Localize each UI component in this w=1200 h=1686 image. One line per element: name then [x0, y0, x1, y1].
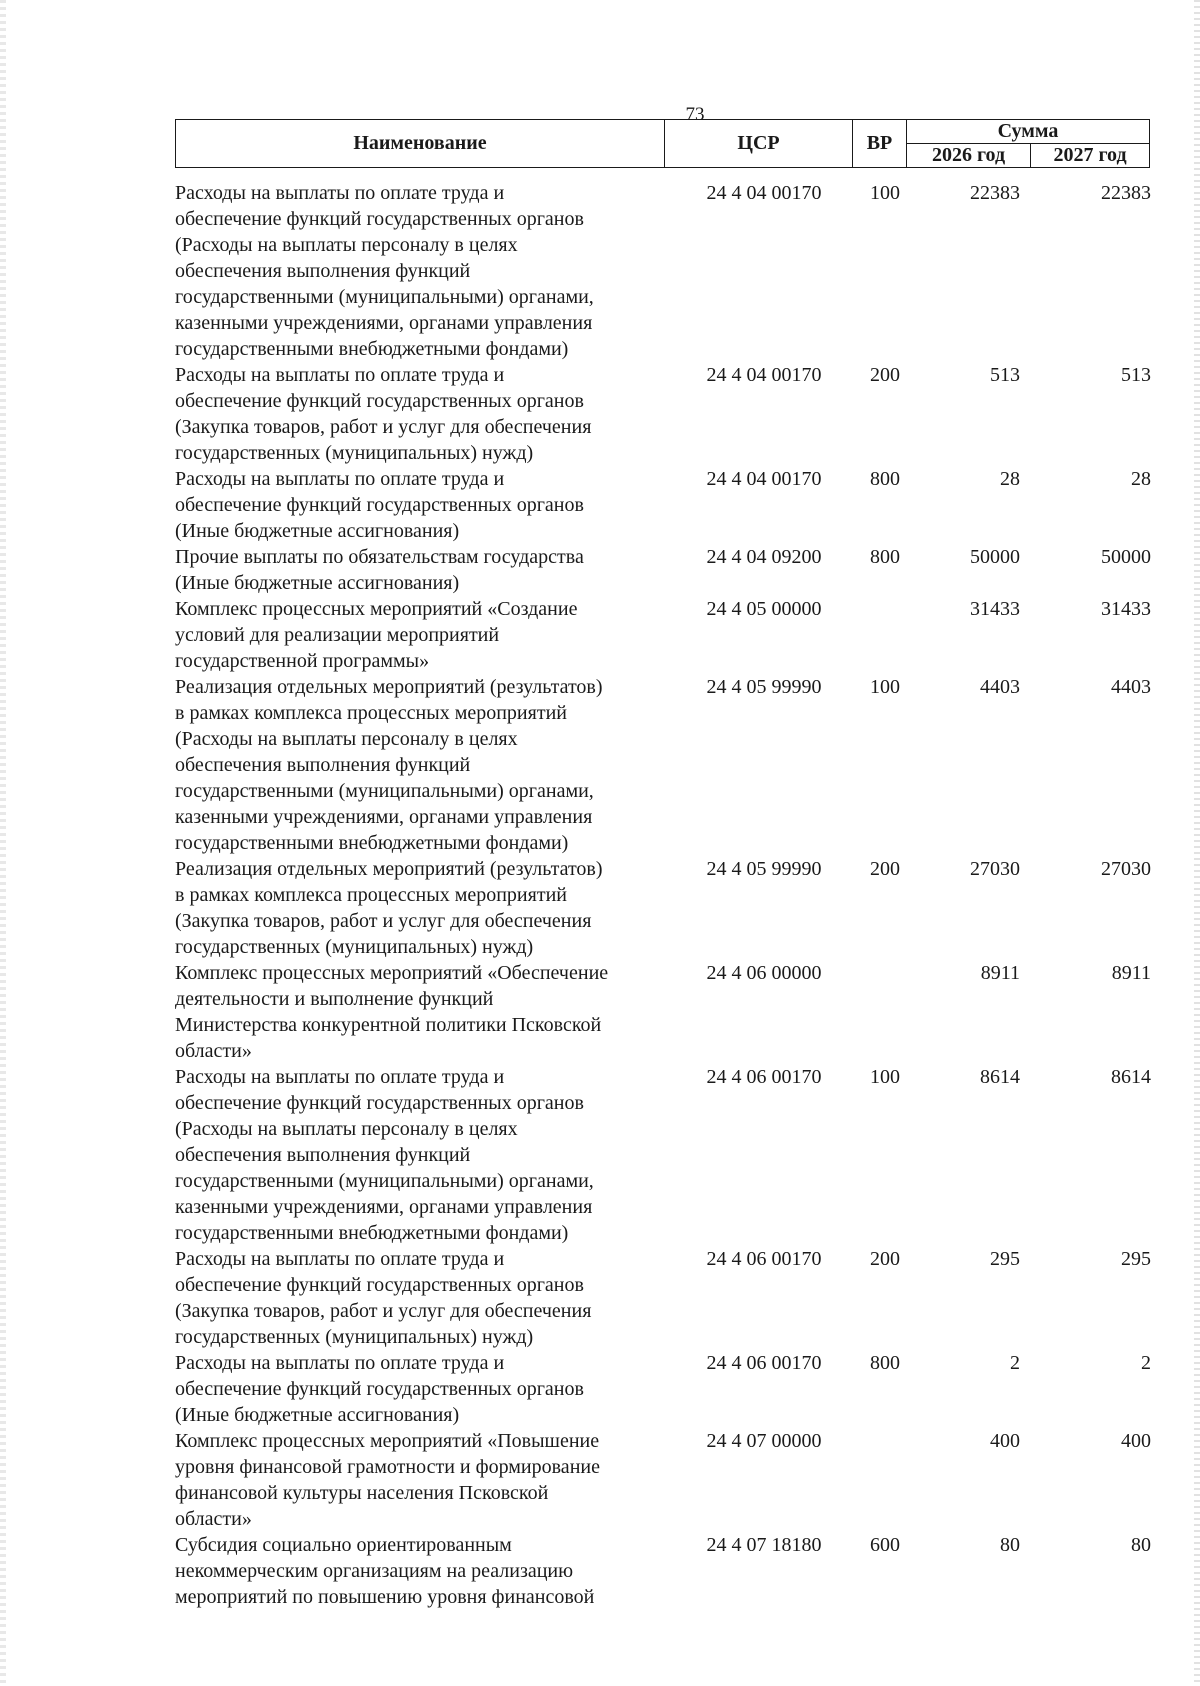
- row-csr: 24 4 06 00170: [706, 1066, 822, 1088]
- row-name-line: в рамках комплекса процессных мероприятий: [175, 702, 567, 724]
- row-csr: 24 4 06 00170: [706, 1248, 822, 1270]
- row-amount-2027: 8614: [1111, 1066, 1151, 1088]
- row-name-line: государственных (муниципальных) нужд): [175, 1326, 534, 1348]
- table-header: [175, 119, 1150, 168]
- row-name-line: государственными внебюджетными фондами): [175, 338, 569, 360]
- row-csr: 24 4 04 00170: [706, 364, 822, 386]
- row-csr: 24 4 05 99990: [706, 676, 822, 698]
- table-row: [175, 1350, 1155, 1428]
- row-name-line: деятельности и выполнение функций: [175, 988, 494, 1010]
- row-vr: 200: [870, 1248, 900, 1270]
- row-amount-2027: 8911: [1111, 962, 1151, 984]
- row-name-line: обеспечения выполнения функций: [175, 1144, 471, 1166]
- row-name-line: обеспечение функций государственных органов: [175, 494, 584, 516]
- row-vr: 600: [870, 1534, 900, 1556]
- row-vr: 800: [870, 468, 900, 490]
- row-name: [175, 596, 670, 674]
- row-name-line: (Закупка товаров, работ и услуг для обеспечения: [175, 416, 592, 438]
- row-name-line: (Иные бюджетные ассигнования): [175, 520, 460, 542]
- row-vr: 200: [870, 858, 900, 880]
- row-amount-2027: 28: [1131, 468, 1151, 490]
- row-name: [175, 1246, 670, 1350]
- row-name-line: Расходы на выплаты по оплате труда и: [175, 1352, 505, 1374]
- row-name-line: Реализация отдельных мероприятий (результатов): [175, 858, 603, 880]
- row-name-line: Реализация отдельных мероприятий (результатов): [175, 676, 603, 698]
- table-row: [175, 1246, 1155, 1350]
- row-csr: 24 4 05 99990: [706, 858, 822, 880]
- row-name-line: государственными (муниципальными) органами,: [175, 780, 594, 802]
- row-name-line: обеспечения выполнения функций: [175, 754, 471, 776]
- row-amount-2027: 22383: [1101, 182, 1151, 204]
- row-csr: 24 4 07 00000: [706, 1430, 822, 1452]
- row-name: [175, 674, 670, 856]
- row-name-line: Комплекс процессных мероприятий «Повышение: [175, 1430, 600, 1452]
- row-name: [175, 1428, 670, 1532]
- row-csr: 24 4 04 00170: [706, 468, 822, 490]
- scan-edge-left: [0, 0, 6, 1686]
- row-name-line: Расходы на выплаты по оплате труда и: [175, 468, 505, 490]
- row-amount-2026: 8911: [980, 962, 1020, 984]
- row-csr: 24 4 06 00170: [706, 1352, 822, 1374]
- row-name-line: казенными учреждениями, органами управления: [175, 312, 593, 334]
- table-row: [175, 362, 1155, 466]
- row-name: [175, 544, 670, 596]
- row-amount-2027: 31433: [1101, 598, 1151, 620]
- row-name: [175, 466, 670, 544]
- row-name-line: (Расходы на выплаты персоналу в целях: [175, 1118, 518, 1140]
- row-name-line: казенными учреждениями, органами управления: [175, 1196, 593, 1218]
- row-name: [175, 1350, 670, 1428]
- row-name-line: (Иные бюджетные ассигнования): [175, 1404, 460, 1426]
- row-name: [175, 856, 670, 960]
- row-name: [175, 960, 670, 1064]
- row-name-line: (Расходы на выплаты персоналу в целях: [175, 728, 518, 750]
- row-name: [175, 180, 670, 362]
- row-name: [175, 1064, 670, 1246]
- row-name-line: Расходы на выплаты по оплате труда и: [175, 1248, 505, 1270]
- header-vr: ВР: [853, 120, 907, 168]
- row-vr: 800: [870, 546, 900, 568]
- row-name-line: Расходы на выплаты по оплате труда и: [175, 182, 505, 204]
- table-row: [175, 674, 1155, 856]
- row-name-line: уровня финансовой грамотности и формирование: [175, 1456, 600, 1478]
- row-name-line: обеспечение функций государственных органов: [175, 1378, 584, 1400]
- row-amount-2026: 8614: [980, 1066, 1020, 1088]
- row-name-line: казенными учреждениями, органами управления: [175, 806, 593, 828]
- header-year-2027: 2027 год: [1031, 144, 1150, 168]
- row-amount-2026: 400: [990, 1430, 1020, 1452]
- row-name-line: государственными внебюджетными фондами): [175, 1222, 569, 1244]
- row-name-line: обеспечение функций государственных органов: [175, 208, 584, 230]
- header-sum: Сумма: [907, 120, 1150, 144]
- table-row: [175, 1428, 1155, 1532]
- row-amount-2026: 513: [990, 364, 1020, 386]
- table-row: [175, 180, 1155, 362]
- row-vr: 800: [870, 1352, 900, 1374]
- row-name: [175, 1532, 670, 1610]
- row-name-line: области»: [175, 1040, 252, 1062]
- row-amount-2027: 400: [1121, 1430, 1151, 1452]
- row-name-line: Субсидия социально ориентированным: [175, 1534, 512, 1556]
- row-vr: 100: [870, 676, 900, 698]
- table-row: [175, 1532, 1155, 1610]
- row-name-line: государственных (муниципальных) нужд): [175, 936, 534, 958]
- row-name-line: обеспечение функций государственных органов: [175, 390, 584, 412]
- row-amount-2026: 295: [990, 1248, 1020, 1270]
- row-amount-2027: 513: [1121, 364, 1151, 386]
- table-row: [175, 596, 1155, 674]
- row-amount-2026: 2: [1010, 1352, 1020, 1374]
- row-name-line: государственными (муниципальными) органами,: [175, 286, 594, 308]
- row-name-line: Министерства конкурентной политики Псковской: [175, 1014, 602, 1036]
- table-row: [175, 856, 1155, 960]
- header-csr: ЦСР: [665, 120, 853, 168]
- row-amount-2027: 80: [1131, 1534, 1151, 1556]
- row-name-line: (Закупка товаров, работ и услуг для обеспечения: [175, 1300, 592, 1322]
- row-amount-2026: 50000: [970, 546, 1020, 568]
- row-name-line: (Иные бюджетные ассигнования): [175, 572, 460, 594]
- row-csr: 24 4 07 18180: [706, 1534, 822, 1556]
- table-body: [175, 180, 1155, 1610]
- row-csr: 24 4 06 00000: [706, 962, 822, 984]
- row-name-line: Расходы на выплаты по оплате труда и: [175, 364, 505, 386]
- row-name-line: в рамках комплекса процессных мероприятий: [175, 884, 567, 906]
- row-name-line: некоммерческим организациям на реализацию: [175, 1560, 574, 1582]
- row-csr: 24 4 05 00000: [706, 598, 822, 620]
- row-amount-2026: 31433: [970, 598, 1020, 620]
- table-row: [175, 466, 1155, 544]
- row-name-line: области»: [175, 1508, 252, 1530]
- row-name-line: Расходы на выплаты по оплате труда и: [175, 1066, 505, 1088]
- row-name-line: обеспечение функций государственных органов: [175, 1092, 584, 1114]
- page-number: 73: [685, 104, 705, 125]
- row-amount-2026: 27030: [970, 858, 1020, 880]
- scan-edge-right: [1194, 0, 1200, 1686]
- row-name-line: Прочие выплаты по обязательствам государства: [175, 546, 584, 568]
- row-csr: 24 4 04 09200: [706, 546, 822, 568]
- row-name-line: (Расходы на выплаты персоналу в целях: [175, 234, 518, 256]
- row-name-line: мероприятий по повышению уровня финансовой: [175, 1586, 595, 1608]
- row-vr: 100: [870, 1066, 900, 1088]
- row-name-line: государственными внебюджетными фондами): [175, 832, 569, 854]
- row-name-line: Комплекс процессных мероприятий «Создание: [175, 598, 578, 620]
- row-name-line: Комплекс процессных мероприятий «Обеспечение: [175, 962, 609, 984]
- row-name-line: обеспечения выполнения функций: [175, 260, 471, 282]
- row-amount-2027: 2: [1141, 1352, 1151, 1374]
- row-name-line: (Закупка товаров, работ и услуг для обеспечения: [175, 910, 592, 932]
- row-amount-2026: 22383: [970, 182, 1020, 204]
- row-name-line: условий для реализации мероприятий: [175, 624, 500, 646]
- row-name-line: государственной программы»: [175, 650, 430, 672]
- table-row: [175, 1064, 1155, 1246]
- row-name-line: государственных (муниципальных) нужд): [175, 442, 534, 464]
- row-csr: 24 4 04 00170: [706, 182, 822, 204]
- row-amount-2027: 50000: [1101, 546, 1151, 568]
- row-vr: 100: [870, 182, 900, 204]
- row-name: [175, 362, 670, 466]
- header-year-2026: 2026 год: [907, 144, 1031, 168]
- table-row: [175, 960, 1155, 1064]
- header-name: Наименование: [176, 120, 665, 168]
- row-amount-2026: 80: [1000, 1534, 1020, 1556]
- row-vr: 200: [870, 364, 900, 386]
- row-amount-2026: 4403: [980, 676, 1020, 698]
- row-name-line: государственными (муниципальными) органами,: [175, 1170, 594, 1192]
- row-amount-2027: 295: [1121, 1248, 1151, 1270]
- row-amount-2026: 28: [1000, 468, 1020, 490]
- row-amount-2027: 4403: [1111, 676, 1151, 698]
- row-name-line: обеспечение функций государственных органов: [175, 1274, 584, 1296]
- row-name-line: финансовой культуры населения Псковской: [175, 1482, 549, 1504]
- row-amount-2027: 27030: [1101, 858, 1151, 880]
- table-row: [175, 544, 1155, 596]
